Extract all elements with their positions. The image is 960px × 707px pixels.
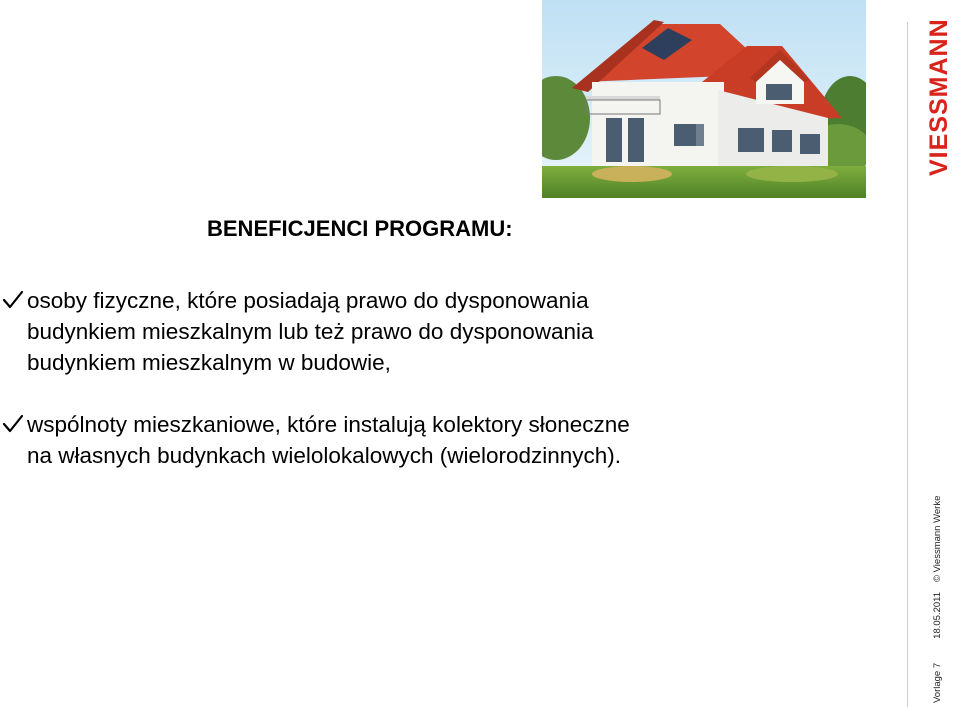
viessmann-logo [921,18,957,180]
list-item-line: na własnych budynkach wielolokalowych (wielorodzinnych). [27,443,622,468]
house-photo [542,0,866,198]
list-item-line: budynkiem mieszkalnym w budowie, [27,350,391,375]
list-item-line: budynkiem mieszkalnym lub też prawo do dysponowania [27,319,594,344]
slide-number: Vorlage 7 [932,662,943,703]
slide-date: 18.05.2011 [932,592,943,639]
page-title: BENEFICJENCI PROGRAMU: [207,216,513,241]
beneficiary-list [0,285,880,471]
vertical-divider [907,22,908,707]
copyright-text: © Viessmann Werke [932,495,943,582]
logo-text: VIESSMANN [925,18,953,176]
checkmark-icon [2,290,24,310]
list-item [0,285,880,378]
checkmark-icon [2,414,24,434]
list-item-line: osoby fizyczne, które posiadają prawo do dysponowania [27,288,589,313]
list-item-line: wspólnoty mieszkaniowe, które instalują kolektory słoneczne [27,412,630,437]
slide-footer [932,496,944,703]
list-item [0,409,880,471]
